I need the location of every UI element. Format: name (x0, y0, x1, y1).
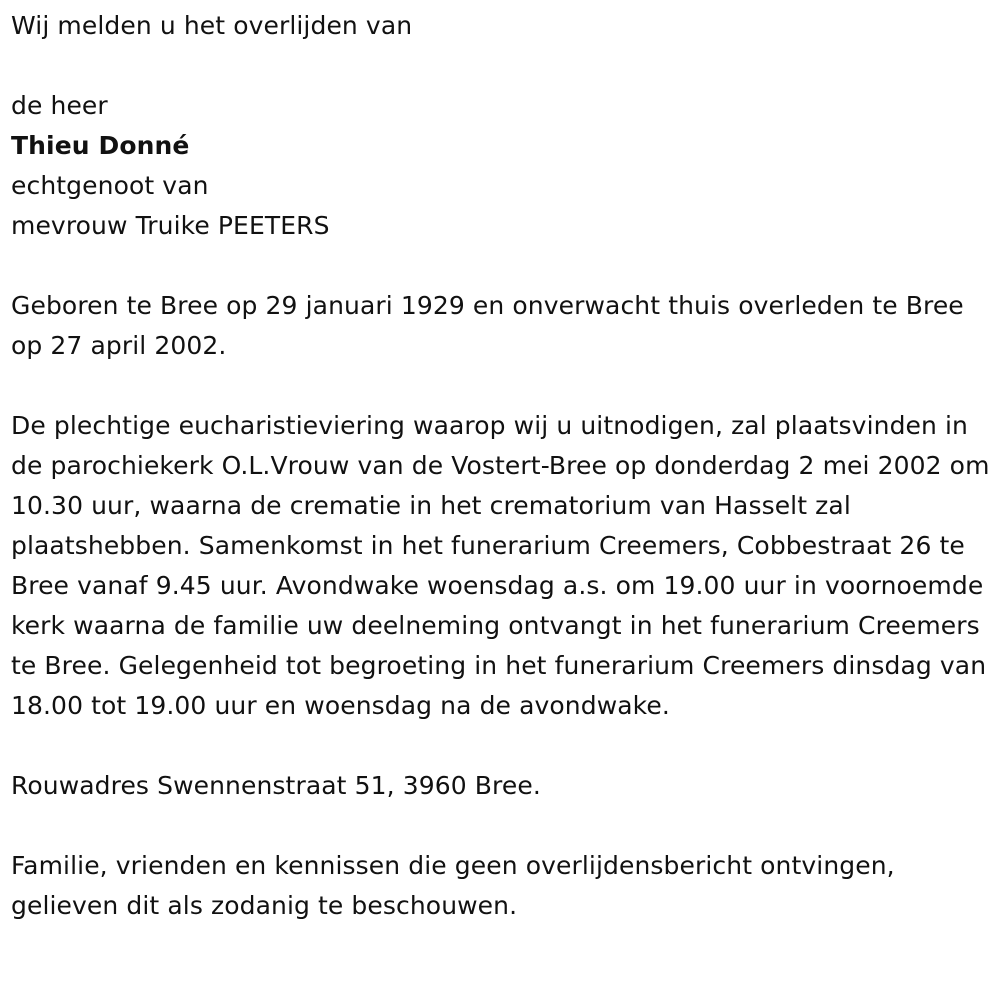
spacer (11, 726, 993, 766)
salutation: de heer (11, 91, 108, 120)
deceased-name: Thieu Donné (11, 131, 190, 160)
death-notice (11, 6, 993, 926)
intro-line: Wij melden u het overlijden van (11, 11, 413, 40)
spacer (11, 366, 993, 406)
closing-paragraph: Familie, vrienden en kennissen die geen overlijdensbericht ontvingen, gelieven dit als zodanig te beschouwen. (11, 851, 895, 920)
birth-death-paragraph: Geboren te Bree op 29 januari 1929 en onverwacht thuis overleden te Bree op 27 april 2002. (11, 291, 964, 360)
relation-line: echtgenoot van (11, 171, 209, 200)
spacer (11, 46, 993, 86)
spacer (11, 806, 993, 846)
address-line: Rouwadres Swennenstraat 51, 3960 Bree. (11, 771, 541, 800)
ceremony-paragraph: De plechtige eucharistieviering waarop wij u uitnodigen, zal plaatsvinden in de parochiekerk O.L.Vrouw van de Vostert-Bree op donderdag 2 mei 2002 om 10.30 uur, waarna de crematie in het crematorium van Hasselt zal plaatshebben. Samenkomst in het funerarium Creemers, Cobbestraat 26 te Bree vanaf 9.45 uur. Avondwake woensdag a.s. om 19.00 uur in voornoemde kerk waarna de familie uw deelneming ontvangt in het funerarium Creemers te Bree. Gelegenheid tot begroeting in het funerarium Creemers dinsdag van 18.00 tot 19.00 uur en woensdag na de avondwake. (11, 411, 990, 720)
spacer (11, 246, 993, 286)
spouse-name: mevrouw Truike PEETERS (11, 211, 330, 240)
